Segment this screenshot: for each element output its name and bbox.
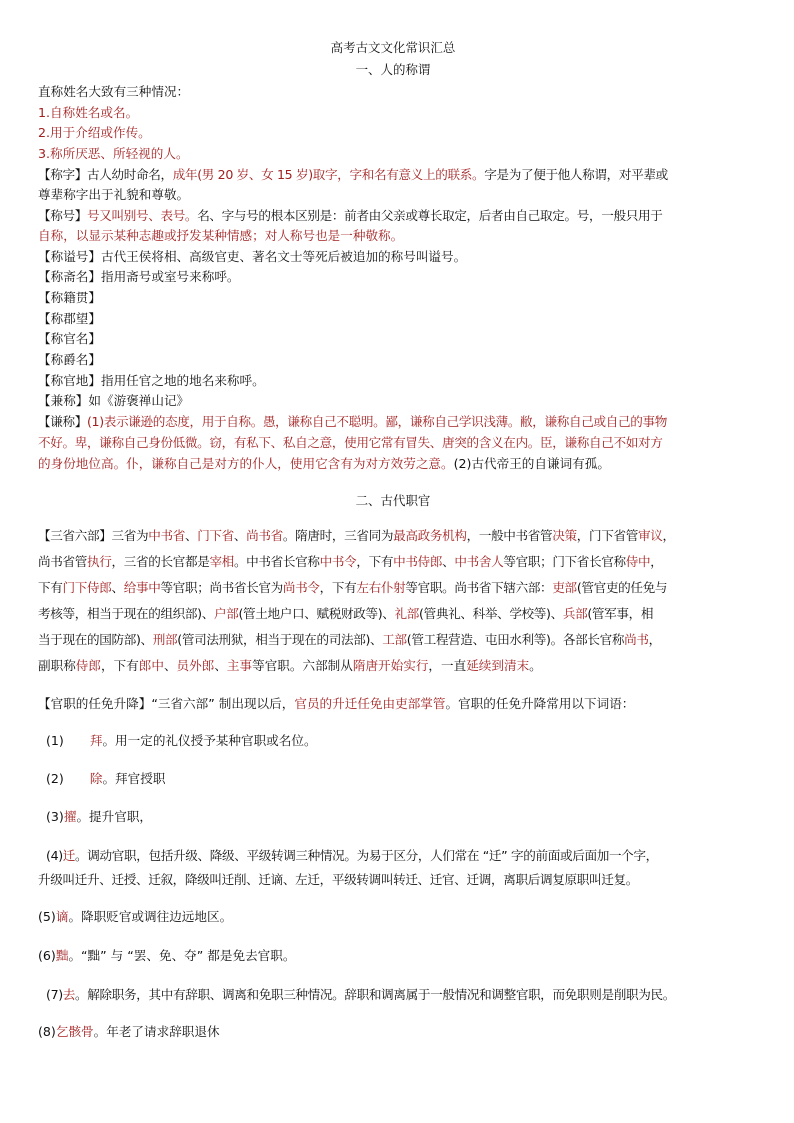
entry-hao-line2: 自称，以显示某种志趣或抒发某种情感；对人称号也是一种敬称。 xyxy=(38,228,404,243)
sansheng-line2: 尚书省管执行，三省的长官都是宰相。中书省长官称中书令，下有中书侍郎、中书舍人等官职；门下省长官称侍中， xyxy=(38,554,663,569)
term-3: (3)擢。提升官职， xyxy=(46,809,152,824)
entry-jian: 【兼称】如《游褒禅山记》 xyxy=(38,393,190,408)
term-1: (1) 拜。用一定的礼仪授予某种官职或名位。 xyxy=(46,733,317,748)
term-4-line1: (4)迁。调动官职，包括升级、降级、平级转调三种情况。为易于区分，人们常在 “迁” 字的前面或后面加一个字， xyxy=(46,848,658,863)
entry-shi-label: 【称谥号】 xyxy=(38,249,101,264)
entry-jueming: 【称爵名】 xyxy=(38,352,101,367)
entry-qian-line1: 【谦称】(1)表示谦逊的态度，用于自称。愚，谦称自己不聪明。鄙，谦称自己学识浅薄。敝，谦称自己或自己的事物 xyxy=(38,414,667,429)
term-4-line2: 升级叫迁升、迁授、迁叙，降级叫迁削、迁谪、左迁，平级转调叫转迁、迁官、迁调，离职后调复原职叫迁复。 xyxy=(38,872,638,887)
entry-zhai-label: 【称斋名】 xyxy=(38,269,101,284)
sansheng-label: 【三省六部】 xyxy=(38,528,112,543)
term-5: (5)谪。降职贬官或调往边远地区。 xyxy=(38,909,233,924)
naming-intro: 直称姓名大致有三种情况： xyxy=(38,84,190,99)
document-title: 高考古文文化常识汇总 xyxy=(330,40,456,55)
section1-heading: 一、人的称谓 xyxy=(355,62,431,77)
entry-hao-line1: 【称号】号又叫别号、表号。名、字与号的根本区别是：前者由父亲或尊长取定，后者由自己取定。号，一般只用于 xyxy=(38,208,663,223)
sansheng-line3: 下有门下侍郎、给事中等官职；尚书省长官为尚书令，下有左右仆射等官职。尚书省下辖六部：吏部(管官吏的任免与 xyxy=(38,580,668,595)
sansheng-line4: 考核等，相当于现在的组织部)、户部(管土地户口、赋税财政等)、礼部(管典礼、科举、学校等)、兵部(管军事，相 xyxy=(38,606,654,621)
entry-zhai: 【称斋名】指用斋号或室号来称呼。 xyxy=(38,269,240,284)
naming-item-1: 1.自称姓名或名。 xyxy=(38,105,139,120)
sansheng-line1: 【三省六部】三省为中书省、门下省、尚书省。隋唐时，三省同为最高政务机构，一般中书省管决策，门下省管审议， xyxy=(38,528,675,543)
entry-qian-label: 【谦称】 xyxy=(38,414,87,429)
entry-qian-line2: 不好。卑，谦称自己身份低微。窃，有私下、私自之意，使用它常有冒失、唐突的含义在内。臣，谦称自己不如对方 xyxy=(38,435,663,450)
entry-jiguan: 【称籍贯】 xyxy=(38,290,101,305)
entry-guanming: 【称官名】 xyxy=(38,331,101,346)
naming-item-2: 2.用于介绍或作传。 xyxy=(38,125,151,140)
entry-guandi: 【称官地】指用任官之地的地名来称呼。 xyxy=(38,373,265,388)
section2-heading: 二、古代职官 xyxy=(355,493,431,508)
term-2: (2) 除。拜官授职 xyxy=(46,771,166,786)
entry-zi-line1: 【称字】古人幼时命名，成年(男 20 岁、女 15 岁)取字，字和名有意义上的联系。字是为了便于他人称谓，对平辈或 xyxy=(38,167,668,182)
entry-qian-line3: 的身份地位高。仆，谦称自己是对方的仆人，使用它含有为对方效劳之意。(2)古代帝王的自谦词有孤。 xyxy=(38,456,610,471)
sansheng-line6: 副职称侍郎，下有郎中、员外郎、主事等官职。六部制从隋唐开始实行，一直延续到清末。 xyxy=(38,658,542,673)
term-8: (8)乞骸骨。年老了请求辞职退休 xyxy=(38,1024,220,1039)
entry-jian-label: 【兼称】 xyxy=(38,393,89,408)
sansheng-line5: 当于现在的国防部)、刑部(管司法刑狱，相当于现在的司法部)、工部(管工程营造、屯田水利等)。各部长官称尚书， xyxy=(38,632,661,647)
entry-hao-label: 【称号】 xyxy=(38,208,87,223)
term-7: (7)去。解除职务，其中有辞职、调离和免职三种情况。辞职和调离属于一般情况和调整官职，而免职则是削职为民。 xyxy=(46,987,675,1002)
entry-shi: 【称谥号】古代王侯将相、高级官吏、著名文士等死后被追加的称号叫谥号。 xyxy=(38,249,467,264)
entry-zi-line2: 尊辈称字出于礼貌和尊敬。 xyxy=(38,187,190,202)
entry-zi-label: 【称字】 xyxy=(38,167,87,182)
renmian-label: 【官职的任免升降】 xyxy=(38,696,152,711)
renmian-intro: 【官职的任免升降】“三省六部” 制出现以后，官员的升迁任免由吏部掌管。官职的任免升降常用以下词语： xyxy=(38,696,635,711)
entry-guandi-label: 【称官地】 xyxy=(38,373,101,388)
naming-item-3: 3.称所厌恶、所轻视的人。 xyxy=(38,146,189,161)
term-6: (6)黜。“黜” 与 “罢、免、夺” 都是免去官职。 xyxy=(38,948,296,963)
entry-junwang: 【称郡望】 xyxy=(38,311,101,326)
